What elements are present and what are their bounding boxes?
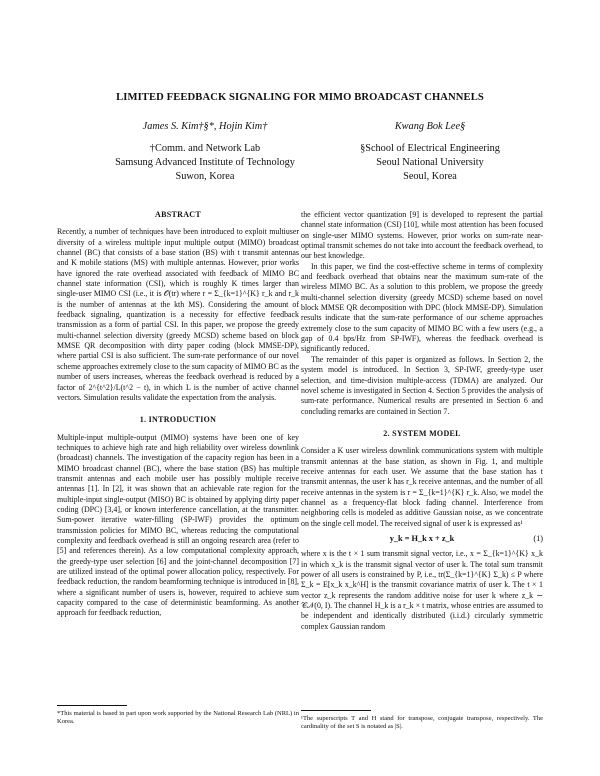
introduction-paragraph-2: the efficient vector quantization [9] is developed to represent the partial channel state information (CSI) [10], while most attention has been focused on single-user MIMO systems. However, prior works on sum-rate near-optimal transmit schemes do not take into account the feedback overhead, to our best knowledge. — [301, 210, 543, 261]
affiliation-left-line-1: †Comm. and Network Lab — [149, 143, 261, 154]
author-names-left: James S. Kim†§*, Hojin Kim† — [142, 121, 268, 132]
introduction-paragraph-3: In this paper, we find the cost-effective scheme in terms of complexity and feedback overhead that obtains near the maximum sum-rate of the wireless MIMO BC. As a solution to this problem, we propose the greedy multi-channel selection diversity (greedy MCSD) scheme based on novel block MMSE QR decomposition with DPC (block MMSE-DP). Simulation results indicate that the sum-rate performance of our scheme approaches extremely close to the sum capacity of MIMO BC with a few users (e.g., a gap of 0.4 bps/Hz from SP-IWF), whereas the feedback overhead is significantly reduced. — [301, 261, 543, 354]
equation-1-body: y_k = H_k x + z_k — [389, 533, 455, 543]
affiliation-right-line-3: Seoul, Korea — [403, 171, 457, 182]
right-column — [301, 210, 543, 632]
paper-title: LIMITED FEEDBACK SIGNALING FOR MIMO BROADCAST CHANNELS — [116, 92, 484, 103]
affiliation-right-line-2: Seoul National University — [376, 157, 484, 168]
system-model-paragraph-1: Consider a K user wireless downlink communications system with multiple transmit antennas at the base station, as shown in Fig. 1, and multiple receive antennas for each user. We assume that the base station has t transmit antennas, the user k has r_k receive antennas, and the number of all receive antennas in the system is r = Σ_{k=1}^{K} r_k. Also, we model the channel as a frequency-flat block fading channel. Interference from neighboring cells is modeled as additive Gaussian noise, as we concentrate on the single cell model. The received signal of user k is expressed as¹ — [301, 446, 543, 528]
footnote-left — [57, 705, 299, 726]
system-model-paragraph-2: where x is the t × 1 sum transmit signal vector, i.e., x = Σ_{k=1}^{K} x_k in which x_k is the transmit signal vector of user k. The total sum transmit power of all users is constrained by P, i.e., tr(Σ_{k=1}^{K} Σ_k) ≤ P where Σ_k = E[x_k x_k^H] is the transmit covariance matrix of user k. The t × 1 vector z_k represents the random additive noise for user k where z_k ∼ 𝒞𝒩(0, I). The channel H_k is a r_k × t matrix, whose entries are assumed to be independent and identically distributed (i.i.d.) circularly symmetric complex Gaussian random — [301, 549, 543, 631]
system-model-heading: 2. SYSTEM MODEL — [383, 428, 461, 438]
footnote-left-text: *This material is based in part upon work supported by the National Research Lab (NRL) in Korea. — [57, 710, 299, 726]
author-names-right: Kwang Bok Lee§ — [394, 121, 466, 132]
affiliation-left-line-3: Suwon, Korea — [175, 171, 235, 182]
equation-1 — [301, 534, 543, 544]
affiliation-left-line-2: Samsung Advanced Institute of Technology — [115, 157, 295, 168]
introduction-paragraph-1: Multiple-input multiple-output (MIMO) systems have been one of key techniques to achieve high rate and high reliability over wireless downlink (broadcast) channels. The investigation of the capacity region has been in a MIMO broadcast channel (BC), where the base station (BS) has multiple transmit antennas and each mobile user has possibly multiple receive antennas [1]. In [2], it was shown that an achievable rate region for the multiple-input single-output (MISO) BC is obtained by applying dirty paper coding (DPC) [3,4], or known interference cancellation, at the transmitter. Sum-power iterative water-filling (SP-IWF) provides the optimum transmission policies for MIMO BC, whereas reducing the computational complexity and feedback overhead is still an ongoing research area (refer to [5] and references therein). As a low computational complexity approach, the greedy-type user selection [6] and the joint-channel decomposition [7] are utilized instead of the optimal power allocation policy, respectively. For feedback reduction, the random beamforming technique is introduced in [8], where a significant number of users is, however, required to achieve sum capacity compared to the case of deterministic beamforming. As another approach for feedback reduction, — [57, 432, 299, 618]
abstract-text: Recently, a number of techniques have been introduced to exploit multiuser diversity of a wireless multiple input multiple output (MIMO) broadcast channel (BC) that consists of a base station (BS) with t transmit antennas and K mobile stations (MS) with multiple antennas. However, prior works have ignored the rate overhead associated with feedback of MIMO BC channel state information (CSI), which is roughly K times larger than single-user MIMO CSI (i.e., it is 𝒪(tr) where r = Σ_{k=1}^{K} r_k and r_k is the number of antennas at the kth MS). Considering the amount of feedback signaling, quantization is a necessity for effective feedback transmission as a form of partial CSI. In this paper, we propose the greedy multi-channel selection diversity (greedy MCSD) scheme based on block MMSE QR decomposition with dirty paper coding (block MMSE-DP), where partial CSI is also sufficient. The sum-rate performance of our novel scheme approaches extremely close to the sum capacity of MIMO BC as the number of users increases, whereas the feedback overhead is reduced by a factor of 2^{t^2}/L(t^2 − t), in which L is the number of active channel vectors. Simulation results validate the expectation from the analysis. — [57, 227, 299, 402]
left-column — [57, 210, 299, 619]
abstract-heading: ABSTRACT — [155, 210, 201, 219]
footnote-rule-right — [301, 710, 371, 711]
affiliation-right-line-1: §School of Electrical Engineering — [360, 143, 500, 154]
introduction-paragraph-4: The remainder of this paper is organized as follows. In Section 2, the system model is introduced. In Section 3, SP-IWF, greedy-type user selection, and time-division multiple-access (TDMA) are analyzed. Our novel scheme is investigated in Section 4. Section 5 provides the analysis of sum-rate performance. Numerical results are presented in Section 6 and concluding remarks are contained in Section 7. — [301, 354, 543, 416]
equation-1-number: (1) — [533, 533, 543, 543]
author-block-right — [335, 120, 525, 184]
author-block-left — [100, 120, 310, 184]
footnote-rule-left — [57, 705, 127, 706]
introduction-heading: 1. INTRODUCTION — [139, 415, 217, 425]
footnote-right — [301, 710, 543, 731]
footnote-right-text: ¹The superscripts T and H stand for transpose, conjugate transpose, respectively. The cardinality of the set S is notated as |S|. — [301, 715, 543, 731]
